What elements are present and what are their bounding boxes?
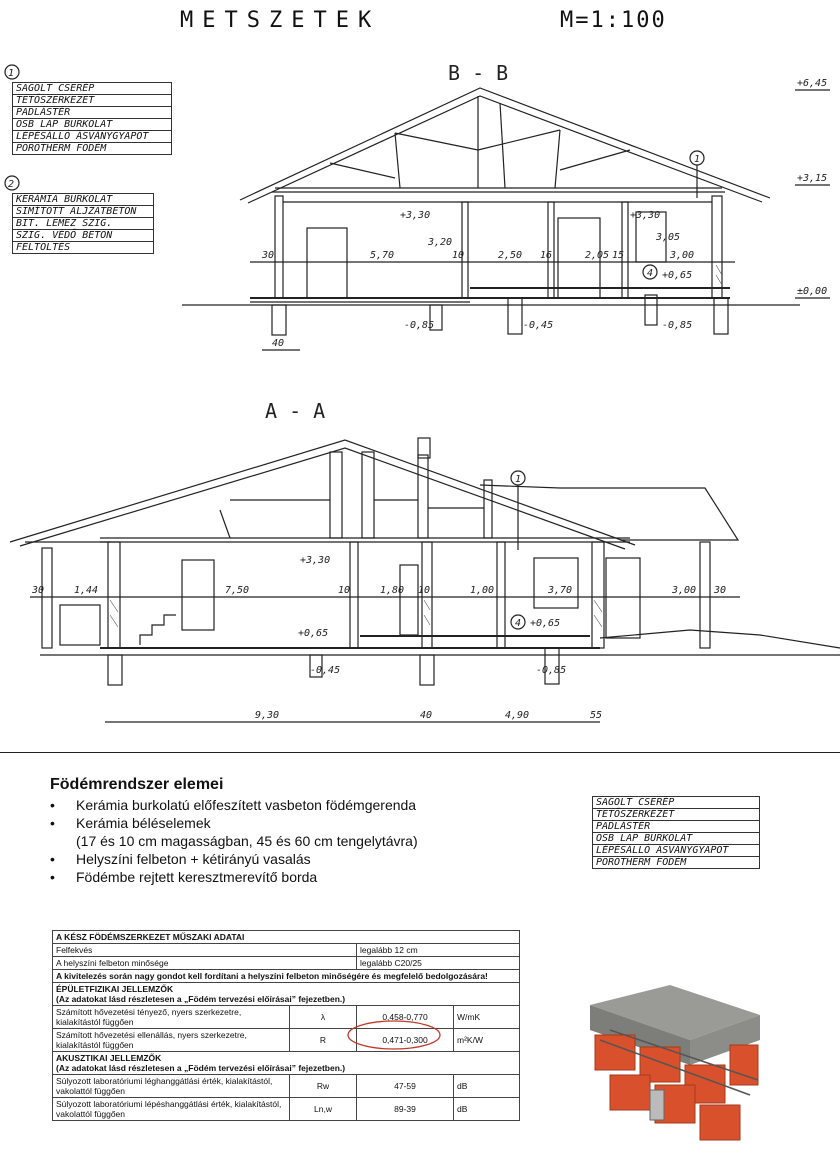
- bb-dim-w30: 30: [262, 250, 275, 261]
- divider: [0, 752, 840, 753]
- aa-dim-h1: +3,30: [300, 555, 331, 566]
- slab-3d-illustration: [590, 985, 760, 1145]
- legend-row: KERÁMIA BURKOLAT: [13, 194, 153, 206]
- table-title: A KÉSZ FÖDÉMSZERKEZET MŰSZAKI ADATAI: [53, 931, 520, 944]
- page-title: METSZETEK: [180, 8, 381, 33]
- aa-dim-d4: 3,70: [548, 585, 573, 596]
- bb-dim-f2: -0,85: [404, 320, 435, 331]
- aa-dim-d3: 1,00: [470, 585, 495, 596]
- bb-dim-d3: 2,05: [585, 250, 610, 261]
- table-row: Súlyozott laboratóriumi lépéshanggátlási érték, kialakítástól, vakolattól függően Ln,w 89-39 dB: [53, 1098, 520, 1121]
- level-ridge: +6,45: [797, 78, 828, 89]
- aa-dim-l2: 4,90: [505, 710, 530, 721]
- legend-row: FELTÖLTÉS: [16, 242, 71, 253]
- table-row: Számított hővezetési ellenállás, nyers szerkezetre, kialakítástól függően R 0,471-0,300 m²K/W: [53, 1029, 520, 1052]
- legend-row: PADLÁSTÉR: [13, 107, 171, 119]
- aa-dim-d5: 3,00: [672, 585, 697, 596]
- table-row: Számított hővezetési tényező, nyers szerkezetre, kialakítástól függően λ 0,458-0,770 W/mK: [53, 1006, 520, 1029]
- legend-row: BIT. LEMEZ SZIG.: [13, 218, 153, 230]
- legend-row: SZIG. VÉDŐ BETON: [13, 230, 153, 242]
- bb-dim-d4: 3,00: [670, 250, 695, 261]
- aa-marker-4: 4: [515, 618, 522, 629]
- legend-row: SIMÍTOTT ALJZATBETON: [13, 206, 153, 218]
- slab-system-list: [50, 776, 520, 886]
- aa-dim-f1: +0,65: [298, 628, 329, 639]
- aa-dim-w30b: 30: [714, 585, 727, 596]
- legend-row: OSB LAP BURKOLAT: [13, 119, 171, 131]
- aa-dim-d6: 1,44: [74, 585, 99, 596]
- scale-label: M=1:100: [560, 8, 667, 33]
- legend1-marker: 1: [8, 68, 15, 79]
- aa-dim-l3: 55: [590, 710, 603, 721]
- aa-marker-1: 1: [515, 474, 522, 485]
- legend-row: SAGOLT CSERÉP: [593, 797, 759, 809]
- list-item: • Kerámia burkolatú előfeszített vasbeton födémgerenda: [76, 796, 520, 814]
- bb-dim-w15: 15: [612, 250, 625, 261]
- legend2-marker: 2: [8, 179, 15, 190]
- legend-row: OSB LAP BURKOLAT: [593, 833, 759, 845]
- aa-dim-l4: 40: [420, 710, 433, 721]
- aa-dim-f2: +0,65: [530, 618, 561, 629]
- level-zero: ±0,00: [797, 286, 828, 297]
- table-section-physics: ÉPÜLETFIZIKAI JELLEMZŐK (Az adatokat lásd részletesen a „Födém tervezési előírásai” fejezetben.): [53, 983, 520, 1006]
- bb-dim-h1: +3,30: [400, 210, 431, 221]
- aa-dim-w10: 10: [338, 585, 351, 596]
- aa-dim-d2: 1,80: [380, 585, 405, 596]
- legend-row: PADLÁSTÉR: [593, 821, 759, 833]
- level-eaves: +3,15: [797, 173, 828, 184]
- highlighted-value: 0,458-0,770: [357, 1006, 454, 1029]
- bb-dim-w10: 10: [452, 250, 465, 261]
- legend-roof-layers: [12, 82, 172, 155]
- bb-dim-h2: +3,30: [630, 210, 661, 221]
- legend-row: SAGOLT CSERÉP: [13, 83, 171, 95]
- list-item: • Födémbe rejtett keresztmerevítő borda: [76, 868, 520, 886]
- legend-row: TETŐSZERKEZET: [593, 809, 759, 821]
- aa-dim-f4: -0,85: [536, 665, 567, 676]
- bb-dim-f1: +0,65: [662, 270, 693, 281]
- section-aa-label: A - A: [265, 399, 326, 423]
- legend-row: LÉPÉSÁLLÓ ÁSVÁNYGYAPOT: [13, 131, 171, 143]
- bb-dim-d2: 2,50: [498, 250, 523, 261]
- legend-row: LÉPÉSÁLLÓ ÁSVÁNYGYAPOT: [593, 845, 759, 857]
- bb-dim-w16: 16: [540, 250, 553, 261]
- section-bb-label: B - B: [448, 61, 509, 85]
- technical-data-table: [52, 930, 520, 1121]
- aa-dim-l1: 9,30: [255, 710, 280, 721]
- legend-row: TETŐSZERKEZET: [13, 95, 171, 107]
- slab-system-heading: Födémrendszer elemei: [50, 776, 224, 793]
- aa-dim-d1: 7,50: [225, 585, 250, 596]
- aa-dim-w10b: 10: [418, 585, 431, 596]
- bb-dim-d1: 5,70: [370, 250, 395, 261]
- section-aa-drawing: [10, 438, 840, 722]
- bb-marker-1: 1: [694, 154, 701, 165]
- table-row: A helyszíni felbeton minősége legalább C20/25: [53, 957, 520, 970]
- table-row: Súlyozott laboratóriumi léghanggátlási érték, kialakítástól, vakolattól függően Rw 47-59 dB: [53, 1075, 520, 1098]
- legend-row: POROTHERM FÖDÉM: [16, 143, 107, 154]
- table-warning: A kivitelezés során nagy gondot kell fordítani a helyszíni felbeton minőségére és megfelelő bedolgozására!: [53, 970, 520, 983]
- legend-floor-layers: [12, 193, 154, 254]
- legend-roof-layers-copy: [592, 796, 760, 869]
- list-item: • Helyszíni felbeton + kétirányú vasalás: [76, 850, 520, 868]
- table-section-acoustic: AKUSZTIKAI JELLEMZŐK (Az adatokat lásd részletesen a „Födém tervezési előírásai” fejezetben.): [53, 1052, 520, 1075]
- bb-dim-f4: -0,85: [662, 320, 693, 331]
- list-item: (17 és 10 cm magasságban, 45 és 60 cm tengelytávra): [76, 833, 418, 849]
- bb-marker-4: 4: [647, 268, 654, 279]
- legend-row: POROTHERM FÖDÉM: [596, 857, 687, 868]
- aa-dim-f3: -0,45: [310, 665, 341, 676]
- bb-dim-w40: 40: [272, 338, 285, 349]
- list-item: • Kerámia béléselemek: [76, 814, 520, 832]
- bb-dim-f3: -0,45: [523, 320, 554, 331]
- bb-dim-v2: 3,05: [656, 232, 681, 243]
- bb-dim-v1: 3,20: [428, 237, 453, 248]
- aa-dim-w30a: 30: [32, 585, 45, 596]
- table-row: Felfekvés legalább 12 cm: [53, 944, 520, 957]
